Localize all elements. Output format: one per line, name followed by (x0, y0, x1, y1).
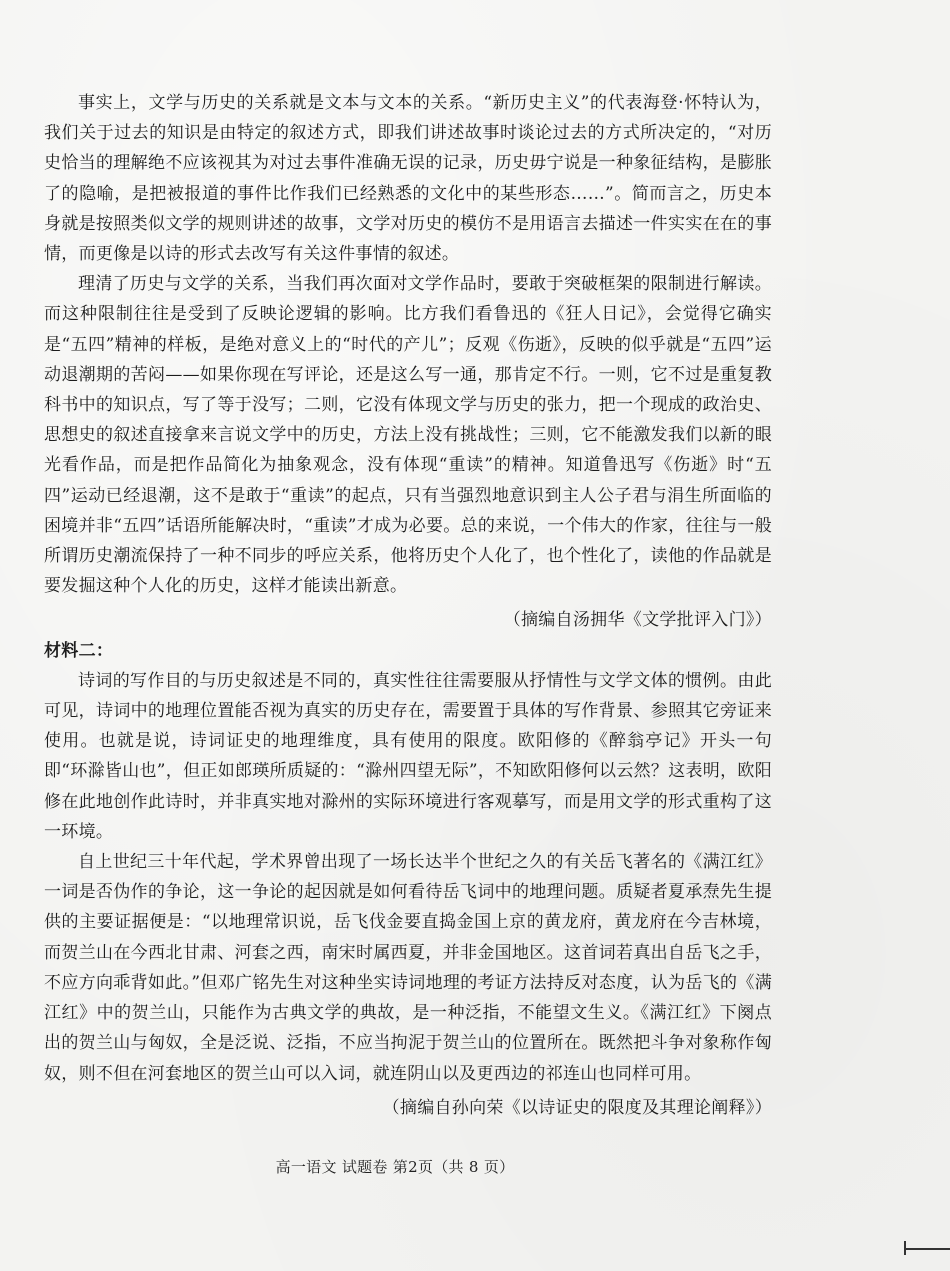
crop-mark-tick (904, 1241, 906, 1255)
source-citation-2: （摘编自孙向荣《以诗证史的限度及其理论阐释》） (382, 1097, 772, 1118)
paragraph-1-1: 事实上，文学与历史的关系就是文本与文本的关系。“新历史主义”的代表海登·怀特认为，我们关于过去的知识是由特定的叙述方式，即我们讲述故事时谈论过去的方式所决定的，“对历史恰当的理解绝不应该视其为对过去事件准确无误的记录，历史毋宁说是一种象征结构，是膨胀了的隐喻，是把被报道的事件比作我们已经熟悉的文化中的某些形态……”。简而言之，历史本身就是按照类似文学的规则讲述的故事，文学对历史的模仿不是用语言去描述一件实实在在的事情，而更像是以诗的形式去改写有关这件事情的叙述。 (44, 93, 772, 265)
crop-mark (904, 1248, 950, 1250)
document-body (44, 88, 772, 1123)
paragraph-1-2: 理清了历史与文学的关系，当我们再次面对文学作品时，要敢于突破框架的限制进行解读。而这种限制往往是受到了反映论逻辑的影响。比方我们看鲁迅的《狂人日记》，会觉得它确实是“五四”精神的样板，是绝对意义上的“时代的产儿”；反观《伤逝》，反映的似乎就是“五四”运动退潮期的苦闷——如果你现在写评论，还是这么写一通，那肯定不行。一则，它不过是重复教科书中的知识点，写了等于没写；二则，它没有体现文学与历史的张力，把一个现成的政治史、思想史的叙述直接拿来言说文学中的历史，方法上没有挑战性；三则，它不能激发我们以新的眼光看作品，而是把作品简化为抽象观念，没有体现“重读”的精神。知道鲁迅写《伤逝》时“五四”运动已经退潮，这不是敢于“重读”的起点，只有当强烈地意识到主人公子君与涓生所面临的困境并非“五四”话语所能解决时，“重读”才成为必要。总的来说，一个伟大的作家，往往与一般所谓历史潮流保持了一种不同步的呼应关系，他将历史个人化了，也个性化了，读他的作品就是要发掘这种个人化的历史，这样才能读出新意。 (44, 274, 772, 597)
page-footer: 高一语文 试题卷 第2页（共 8 页） (275, 1158, 515, 1176)
paragraph-2-2: 自上世纪三十年代起，学术界曾出现了一场长达半个世纪之久的有关岳飞著名的《满江红》一词是否伪作的争论，这一争论的起因就是如何看待岳飞词中的地理问题。质疑者夏承焘先生提供的主要证据便是：“以地理常识说，岳飞伐金要直捣金国上京的黄龙府，黄龙府在今吉林境，而贺兰山在今西北甘肃、河套之西，南宋时属西夏，并非金国地区。这首词若真出自岳飞之手，不应方向乖背如此。”但邓广铭先生对这种坐实诗词地理的考证方法持反对态度，认为岳飞的《满江红》中的贺兰山，只能作为古典文学的典故，是一种泛指，不能望文生义。《满江红》下阕点出的贺兰山与匈奴，全是泛说、泛指，不应当拘泥于贺兰山的位置所在。既然把斗争对象称作匈奴，则不但在河套地区的贺兰山可以入词，就连阴山以及更西边的祁连山也同样可用。 (44, 852, 772, 1084)
paragraph-2-1: 诗词的写作目的与历史叙述是不同的，真实性往往需要服从抒情性与文学文体的惯例。由此可见，诗词中的地理位置能否视为真实的历史存在，需要置于具体的写作背景、参照其它旁证来使用。也就是说，诗词证史的地理维度，具有使用的限度。欧阳修的《醉翁亭记》开头一句即“环滁皆山也”，但正如郎瑛所质疑的：“滁州四望无际”，不知欧阳修何以云然？这表明，欧阳修在此地创作此诗时，并非真实地对滁州的实际环境进行客观摹写，而是用文学的形式重构了这一环境。 (44, 670, 772, 842)
source-citation-1: （摘编自汤拥华《文学批评入门》） (503, 610, 772, 631)
section-title-material-2: 材料二： (44, 640, 114, 661)
